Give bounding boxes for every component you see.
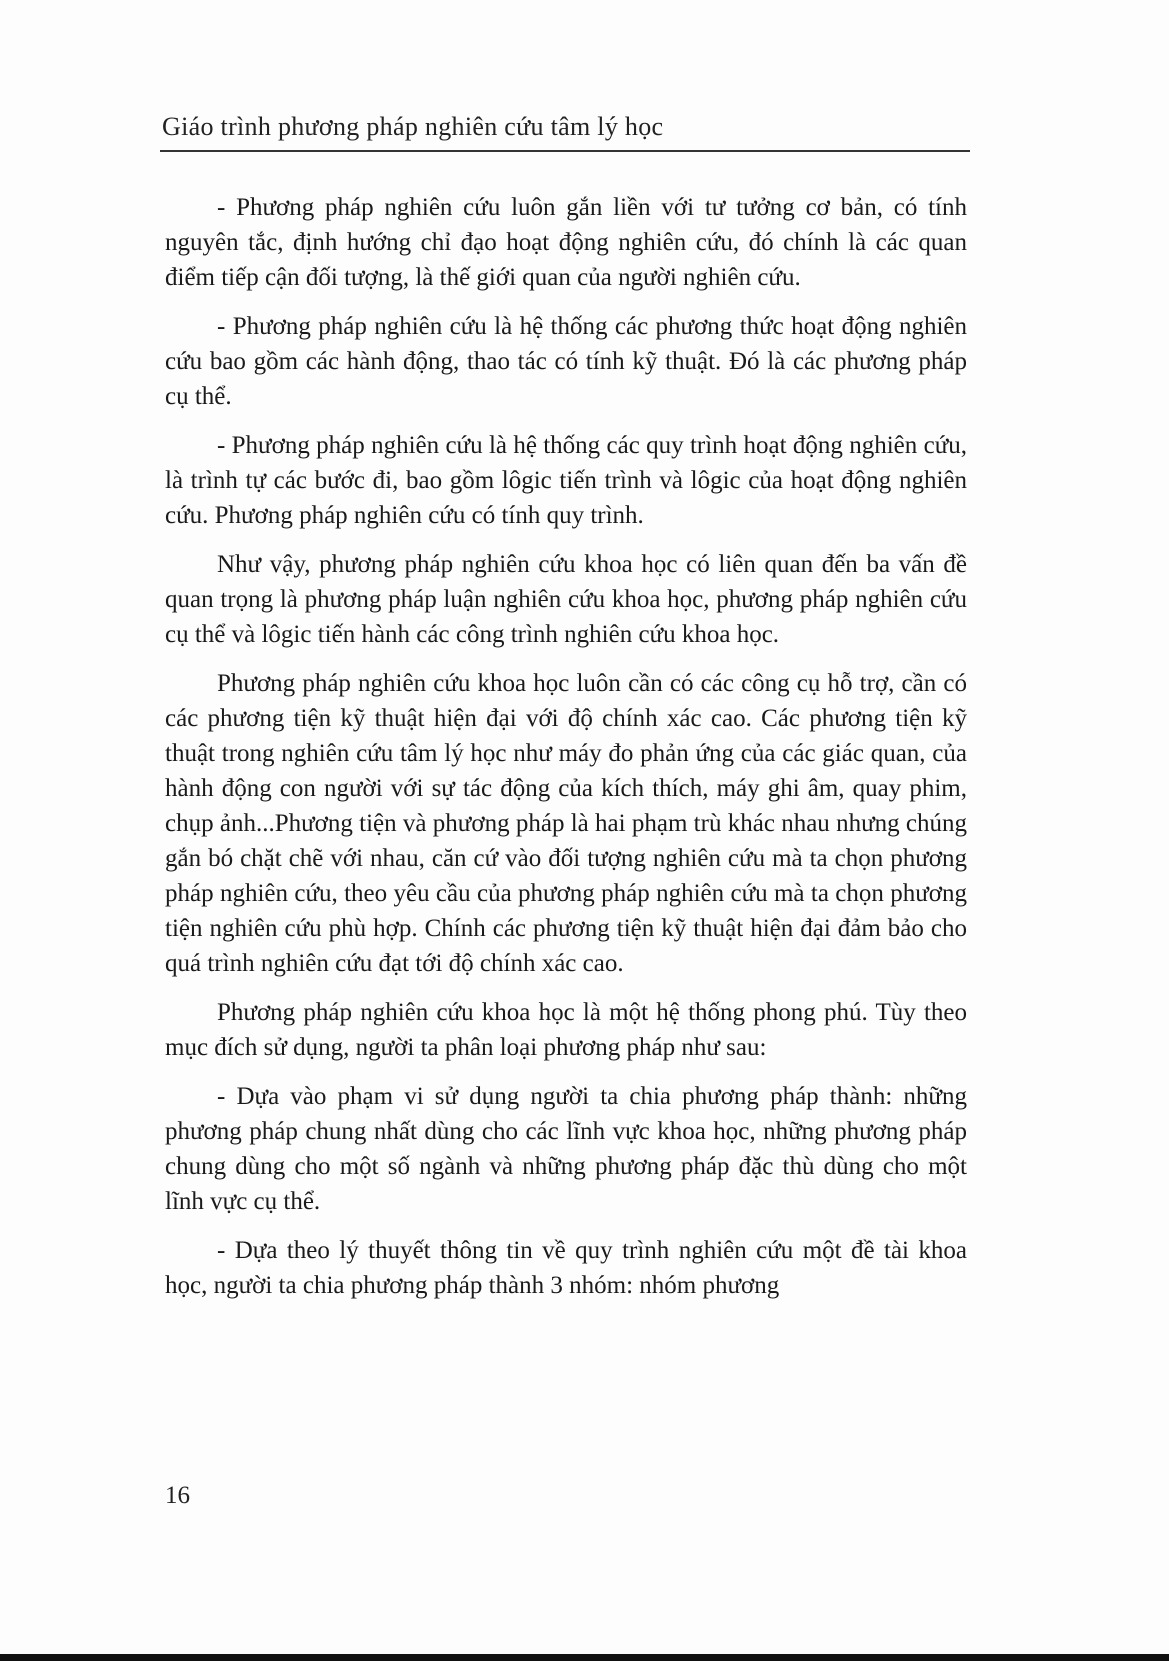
header-rule	[160, 150, 970, 152]
body-text	[165, 190, 967, 1317]
paragraph: - Dựa theo lý thuyết thông tin về quy trình nghiên cứu một đề tài khoa học, người ta chia phương pháp thành 3 nhóm: nhóm phương	[165, 1237, 967, 1299]
paragraph: - Dựa vào phạm vi sử dụng người ta chia phương pháp thành: những phương pháp chung nhất dùng cho các lĩnh vực khoa học, những phương pháp chung dùng cho một số ngành và những phương pháp đặc thù dùng cho một lĩnh vực cụ thể.	[165, 1083, 967, 1215]
paragraph: Phương pháp nghiên cứu khoa học luôn cần có các công cụ hỗ trợ, cần có các phương tiện kỹ thuật hiện đại với độ chính xác cao. Các phương tiện kỹ thuật trong nghiên cứu tâm lý học như máy đo phản ứng của các giác quan, của hành động con người với sự tác động của kích thích, máy ghi âm, quay phim, chụp ảnh...Phương tiện và phương pháp là hai phạm trù khác nhau nhưng chúng gắn bó chặt chẽ với nhau, căn cứ vào đối tượng nghiên cứu mà ta chọn phương pháp nghiên cứu, theo yêu cầu của phương pháp nghiên cứu mà ta chọn phương tiện nghiên cứu phù hợp. Chính các phương tiện kỹ thuật hiện đại đảm bảo cho quá trình nghiên cứu đạt tới độ chính xác cao.	[165, 670, 967, 977]
paragraph: Như vậy, phương pháp nghiên cứu khoa học có liên quan đến ba vấn đề quan trọng là phương pháp luận nghiên cứu khoa học, phương pháp nghiên cứu cụ thể và lôgic tiến hành các công trình nghiên cứu khoa học.	[165, 551, 967, 648]
scan-bottom-edge	[0, 1654, 1169, 1661]
paragraph: - Phương pháp nghiên cứu là hệ thống các quy trình hoạt động nghiên cứu, là trình tự các bước đi, bao gồm lôgic tiến trình và lôgic của hoạt động nghiên cứu. Phương pháp nghiên cứu có tính quy trình.	[165, 432, 967, 529]
running-header: Giáo trình phương pháp nghiên cứu tâm lý học	[162, 112, 664, 141]
paragraph: - Phương pháp nghiên cứu luôn gắn liền với tư tưởng cơ bản, có tính nguyên tắc, định hướng chỉ đạo hoạt động nghiên cứu, đó chính là các quan điểm tiếp cận đối tượng, là thế giới quan của người nghiên cứu.	[165, 194, 967, 291]
paragraph: Phương pháp nghiên cứu khoa học là một hệ thống phong phú. Tùy theo mục đích sử dụng, người ta phân loại phương pháp như sau:	[165, 999, 967, 1061]
page-number: 16	[165, 1482, 190, 1509]
paragraph: - Phương pháp nghiên cứu là hệ thống các phương thức hoạt động nghiên cứu bao gồm các hành động, thao tác có tính kỹ thuật. Đó là các phương pháp cụ thể.	[165, 313, 967, 410]
